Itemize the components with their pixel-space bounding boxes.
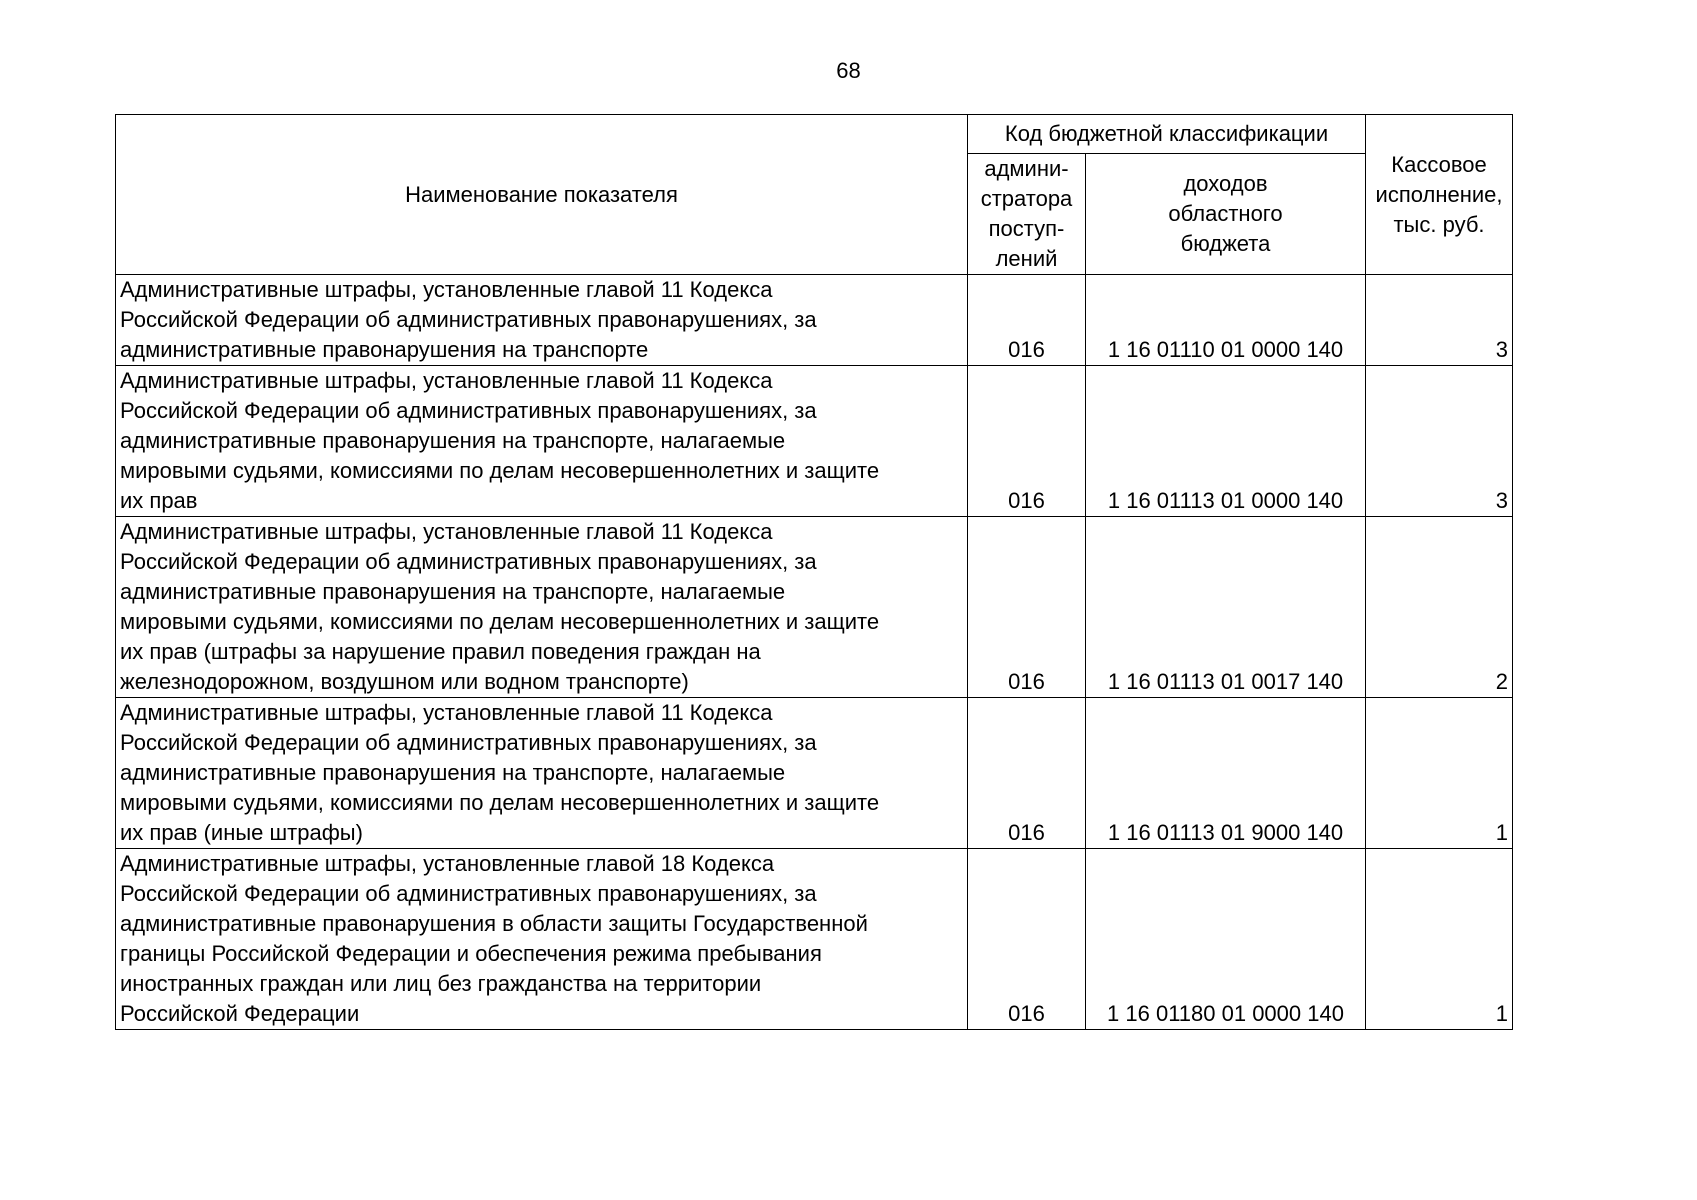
row-income-code: 1 16 01180 01 0000 140 [1086,849,1366,1030]
header-cash-execution-text: Кассовое исполнение, тыс. руб. [1375,151,1503,237]
header-income-code [1086,154,1366,275]
table-row [116,366,1513,517]
header-admin-code-text: админи- стратора поступ- лений [980,156,1073,271]
header-indicator-name [116,115,968,275]
header-income-code-text: доходов областного бюджета [1168,171,1283,256]
header-budget-code-group-text: Код бюджетной классификации [1004,121,1329,146]
row-cash-amount: 3 [1366,275,1513,366]
row-indicator-name: Административные штрафы, установленные главой 18 Кодекса Российской Федерации об административных правонарушениях, за административные правонарушения в области защиты Государственной границы Российской Федерации и обеспечения режима пребывания иностранных граждан или лиц без гражданства на территории Российской Федерации [116,849,968,1030]
row-indicator-name: Административные штрафы, установленные главой 11 Кодекса Российской Федерации об административных правонарушениях, за административные правонарушения на транспорте [116,275,968,366]
row-income-code: 1 16 01110 01 0000 140 [1086,275,1366,366]
row-income-code: 1 16 01113 01 0000 140 [1086,366,1366,517]
budget-income-table [115,114,1513,1030]
table-row [116,275,1513,366]
row-admin-code: 016 [968,698,1086,849]
header-budget-code-group [968,115,1366,154]
row-cash-amount: 3 [1366,366,1513,517]
row-income-code: 1 16 01113 01 9000 140 [1086,698,1366,849]
row-cash-amount: 2 [1366,517,1513,698]
row-indicator-name: Административные штрафы, установленные главой 11 Кодекса Российской Федерации об административных правонарушениях, за административные правонарушения на транспорте, налагаемые мировыми судьями, комиссиями по делам несовершеннолетних и защите их прав (иные штрафы) [116,698,968,849]
page-number: 68 [836,58,861,83]
row-admin-code: 016 [968,366,1086,517]
row-income-code: 1 16 01113 01 0017 140 [1086,517,1366,698]
table-row [116,698,1513,849]
header-admin-code [968,154,1086,275]
table-row [116,849,1513,1030]
row-cash-amount: 1 [1366,849,1513,1030]
row-admin-code: 016 [968,849,1086,1030]
table-body [116,275,1513,1030]
row-indicator-name: Административные штрафы, установленные главой 11 Кодекса Российской Федерации об административных правонарушениях, за административные правонарушения на транспорте, налагаемые мировыми судьями, комиссиями по делам несовершеннолетних и защите их прав (штрафы за нарушение правил поведения граждан на железнодорожном, воздушном или водном транспорте) [116,517,968,698]
table-row [116,517,1513,698]
row-cash-amount: 1 [1366,698,1513,849]
row-admin-code: 016 [968,275,1086,366]
header-cash-execution [1366,115,1513,275]
row-indicator-name: Административные штрафы, установленные главой 11 Кодекса Российской Федерации об административных правонарушениях, за административные правонарушения на транспорте, налагаемые мировыми судьями, комиссиями по делам несовершеннолетних и защите их прав [116,366,968,517]
header-indicator-name-text: Наименование показателя [405,181,678,207]
row-admin-code: 016 [968,517,1086,698]
